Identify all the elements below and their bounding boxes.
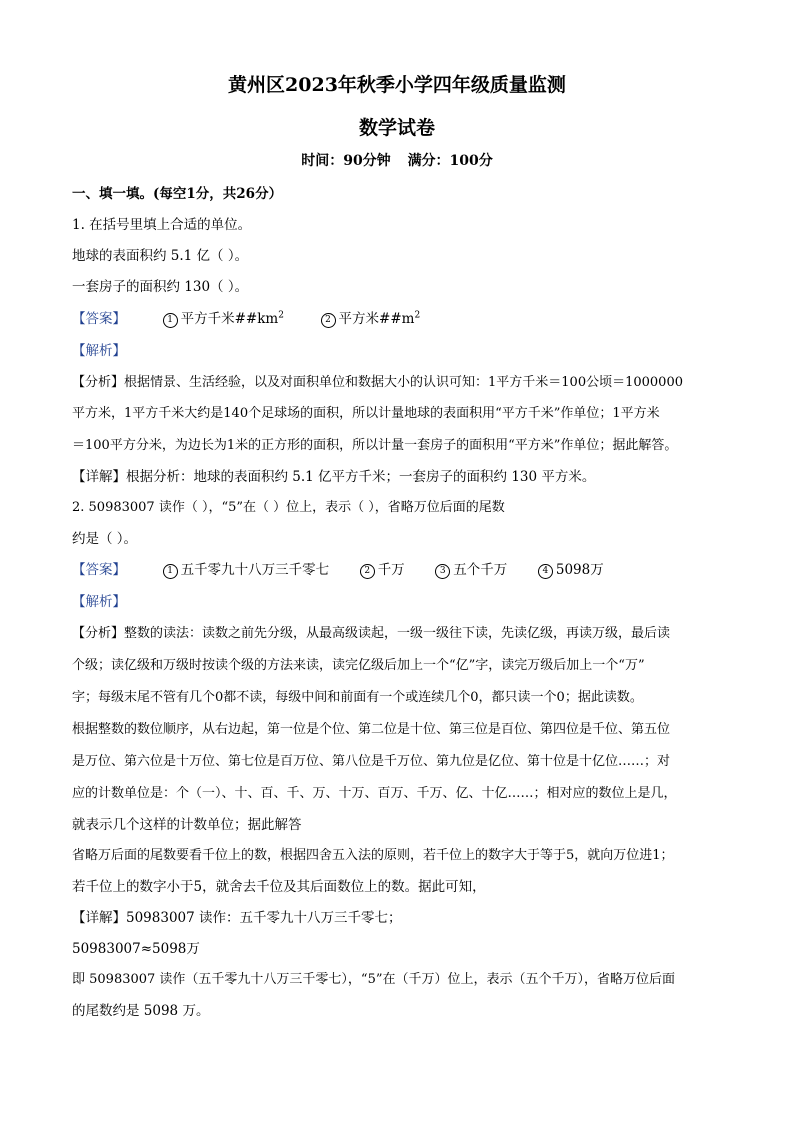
- section-heading: 一、填一填。(每空1分，共26分）: [72, 186, 283, 202]
- q2-analysis-line: 【分析】整数的读法：读数之前先分级，从最高级读起，一级一级往下读，先读亿级，再读万级，最后读: [72, 626, 671, 641]
- answer-item: 五个千万: [453, 562, 508, 578]
- q2-detail: 50983007≈5098万: [72, 941, 200, 957]
- superscript: 2: [414, 310, 421, 321]
- circle-number: 2: [321, 313, 336, 328]
- exam-subtitle: 数学试卷: [358, 117, 435, 139]
- q2-detail: 即 50983007 读作（五千零九十八万三千零七），“5”在（千万）位上，表示（五个千万），省略万位后面: [72, 972, 675, 987]
- q1-line1: 地球的表面积约 5.1 亿（ ）。: [72, 248, 249, 264]
- circle-number: 1: [163, 564, 178, 579]
- q1-analysis-line: ＝100平方分米，为边长为1米的正方形的面积，所以计量一套房子的面积用“平方米”作单位；据此解答。: [72, 438, 678, 453]
- q1-detail: 【详解】根据分析：地球的表面积约 5.1 亿平方千米；一套房子的面积约 130 平方米。: [72, 469, 596, 485]
- q1-stem: 1. 在括号里填上合适的单位。: [72, 217, 252, 233]
- q1-answer: [72, 307, 732, 328]
- answer-item: 五千零九十八万三千零七: [180, 562, 330, 578]
- answer-item: 5098万: [555, 562, 604, 578]
- q2-analysis-line: 是万位、第六位是十万位、第七位是百万位、第八位是千万位、第九位是亿位、第十位是十亿位……；对: [72, 754, 671, 769]
- q2-analysis-line: 字；每级末尾不管有几个0都不读，每级中间和前面有一个或连续几个0，都只读一个0；据此读数。: [72, 690, 643, 705]
- q2-analysis-line: 若千位上的数字小于5，就舍去千位及其后面数位上的数。据此可知，: [72, 879, 486, 895]
- q1-analysis-label: 【解析】: [72, 343, 126, 359]
- exam-time: 时间：90分钟: [301, 153, 391, 169]
- q2-analysis-line: 根据整数的数位顺序，从右边起，第一位是个位、第二位是十位、第三位是百位、第四位是千位、第五位: [72, 722, 671, 737]
- answer-item: 千万: [377, 562, 405, 578]
- q1-line2: 一套房子的面积约 130（ ）。: [72, 279, 249, 295]
- q2-analysis-line: 应的计数单位是：个（一）、十、百、千、万、十万、百万、千万、亿、十亿……；相对应的数位上是几，: [72, 786, 677, 801]
- q2-stem: 2. 50983007 读作（ ），“5”在（ ）位上，表示（ ），省略万位后面的尾数: [72, 500, 505, 515]
- answer-label: 【答案】: [72, 562, 126, 578]
- answer-item: 平方千米##km: [180, 311, 279, 327]
- q2-stem-cont: 约是（ ）。: [72, 531, 138, 547]
- circle-number: 4: [538, 564, 553, 579]
- q1-analysis-line: 平方米，1平方千米大约是140个足球场的面积，所以计量地球的表面积用“平方千米”作单位；1平方米: [72, 406, 660, 421]
- answer-label: 【答案】: [72, 311, 126, 327]
- q2-answer: [72, 558, 732, 579]
- q2-analysis-line: 就表示几个这样的计数单位；据此解答: [72, 817, 302, 833]
- q2-analysis-line: 个级；读亿级和万级时按读个级的方法来读，读完亿级后加上一个“亿”字，读完万级后加上一个“万”: [72, 658, 645, 673]
- q2-detail: 【详解】50983007 读作：五千零九十八万三千零七；: [72, 910, 402, 926]
- superscript: 2: [278, 310, 284, 321]
- q2-detail: 的尾数约是 5098 万。: [72, 1003, 210, 1019]
- answer-item: 平方米##m: [338, 311, 415, 327]
- q2-analysis-label: 【解析】: [72, 594, 126, 610]
- circle-number: 3: [435, 564, 450, 579]
- exam-meta: [0, 150, 794, 170]
- q2-analysis-line: 省略万后面的尾数要看千位上的数，根据四舍五入法的原则，若千位上的数字大于等于5，就向万位进1；: [72, 848, 674, 863]
- circle-number: 2: [360, 564, 375, 579]
- exam-title: 黄州区2023年秋季小学四年级质量监测: [228, 74, 566, 96]
- q1-analysis-line: 【分析】根据情景、生活经验，以及对面积单位和数据大小的认识可知：1平方千米＝100公顷＝1000000: [72, 375, 683, 390]
- circle-number: 1: [163, 313, 178, 328]
- exam-score: 满分：100分: [407, 153, 493, 169]
